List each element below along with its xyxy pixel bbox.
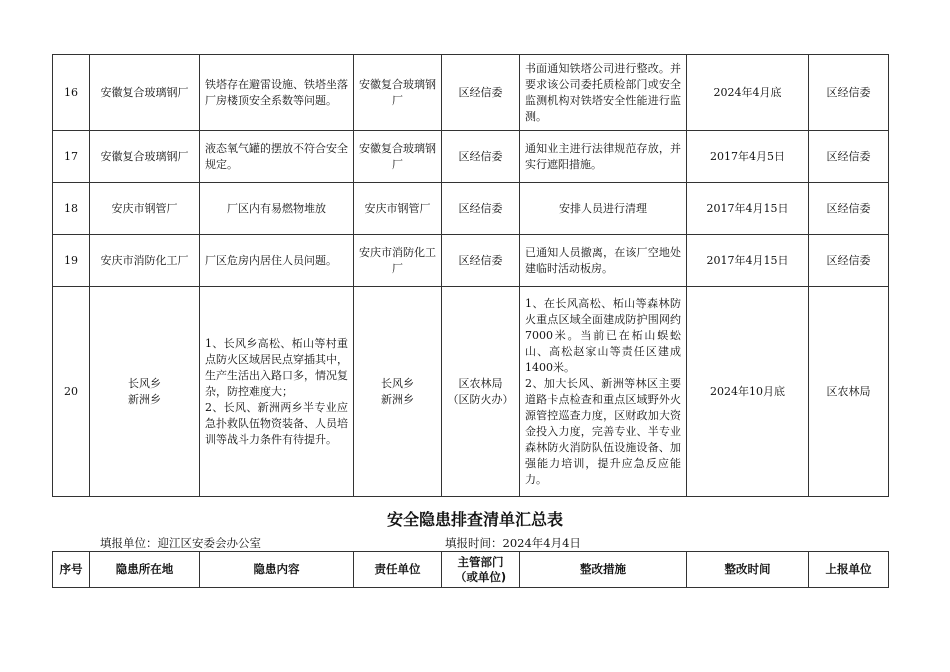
- table-row: [53, 235, 889, 287]
- summary-header-table: [52, 551, 889, 588]
- table-row: [53, 287, 889, 497]
- row-number: 17: [53, 131, 90, 183]
- deadline: 2017年4月15日: [687, 183, 809, 235]
- table-row: [53, 131, 889, 183]
- hazard-content: 厂区危房内居住人员问题。: [200, 235, 354, 287]
- reporting-unit: 区农林局: [809, 287, 889, 497]
- rectification-measures: 已通知人员撤离，在该厂空地处建临时活动板房。: [520, 235, 687, 287]
- row-number: 18: [53, 183, 90, 235]
- hazard-content: 1、长风乡高松、柘山等村重点防火区域居民点穿插其中，生产生活出入路口多，情况复杂，防控难度大； 2、长风、新洲两乡半专业应急扑救队伍物资装备、人员培训等战斗力条件有待提升。: [200, 287, 354, 497]
- responsible-unit: 安庆市消防化工厂: [354, 235, 442, 287]
- hazard-location: 长风乡 新洲乡: [90, 287, 200, 497]
- reporting-unit: 区经信委: [809, 55, 889, 131]
- hazard-content: 厂区内有易燃物堆放: [200, 183, 354, 235]
- reporting-unit: 区经信委: [809, 235, 889, 287]
- reporting-unit: 区经信委: [809, 183, 889, 235]
- column-header-deadline: 整改时间: [687, 552, 809, 588]
- hazard-location: 安徽复合玻璃钢厂: [90, 55, 200, 131]
- rectification-measures: 1、在长风高松、柘山等森林防火重点区域全面建成防护围网约7000米。当前已在柘山蜈蚣山、高松赵家山等责任区建成1400米。 2、加大长风、新洲等林区主要道路卡点检查和重点区域野外火源管控巡查力度，区财政加大资金投入力度，完善专业、半专业森林防火消防队伍设施设备、加强能力培训，提升应急反应能力。: [520, 287, 687, 497]
- row-number: 19: [53, 235, 90, 287]
- reporting-unit-line: 填报单位：迎江区安委会办公室: [100, 536, 261, 550]
- row-number: 20: [53, 287, 90, 497]
- hazard-location: 安徽复合玻璃钢厂: [90, 131, 200, 183]
- hazard-location: 安庆市钢管厂: [90, 183, 200, 235]
- table-row: [53, 183, 889, 235]
- department: 区经信委: [442, 55, 520, 131]
- column-header-department: 主管部门 （或单位): [442, 552, 520, 588]
- header-row: [53, 552, 889, 588]
- column-header-measures: 整改措施: [520, 552, 687, 588]
- department: 区经信委: [442, 131, 520, 183]
- responsible-unit: 安徽复合玻璃钢厂: [354, 55, 442, 131]
- responsible-unit: 安徽复合玻璃钢厂: [354, 131, 442, 183]
- hazard-content: 铁塔存在避雷设施、铁塔坐落厂房楼顶安全系数等问题。: [200, 55, 354, 131]
- responsible-unit: 安庆市钢管厂: [354, 183, 442, 235]
- deadline: 2017年4月5日: [687, 131, 809, 183]
- deadline: 2017年4月15日: [687, 235, 809, 287]
- reporting-date-line: 填报时间：2024年4月4日: [445, 536, 581, 550]
- reporting-unit: 区经信委: [809, 131, 889, 183]
- department: 区经信委: [442, 183, 520, 235]
- deadline: 2024年10月底: [687, 287, 809, 497]
- column-header-no: 序号: [53, 552, 90, 588]
- hazard-table: [52, 54, 889, 497]
- page-title: 安全隐患排查清单汇总表: [386, 510, 563, 529]
- rectification-measures: 通知业主进行法律规范存放，并实行遮阳措施。: [520, 131, 687, 183]
- row-number: 16: [53, 55, 90, 131]
- column-header-location: 隐患所在地: [90, 552, 200, 588]
- hazard-location: 安庆市消防化工厂: [90, 235, 200, 287]
- column-header-responsible: 责任单位: [354, 552, 442, 588]
- hazard-content: 液态氧气罐的摆放不符合安全规定。: [200, 131, 354, 183]
- department: 区经信委: [442, 235, 520, 287]
- rectification-measures: 书面通知铁塔公司进行整改。并要求该公司委托质检部门或安全监测机构对铁塔安全性能进行监测。: [520, 55, 687, 131]
- rectification-measures: 安排人员进行清理: [520, 183, 687, 235]
- deadline: 2024年4月底: [687, 55, 809, 131]
- department: 区农林局 （区防火办）: [442, 287, 520, 497]
- column-header-reporter: 上报单位: [809, 552, 889, 588]
- responsible-unit: 长风乡 新洲乡: [354, 287, 442, 497]
- column-header-content: 隐患内容: [200, 552, 354, 588]
- table-row: [53, 55, 889, 131]
